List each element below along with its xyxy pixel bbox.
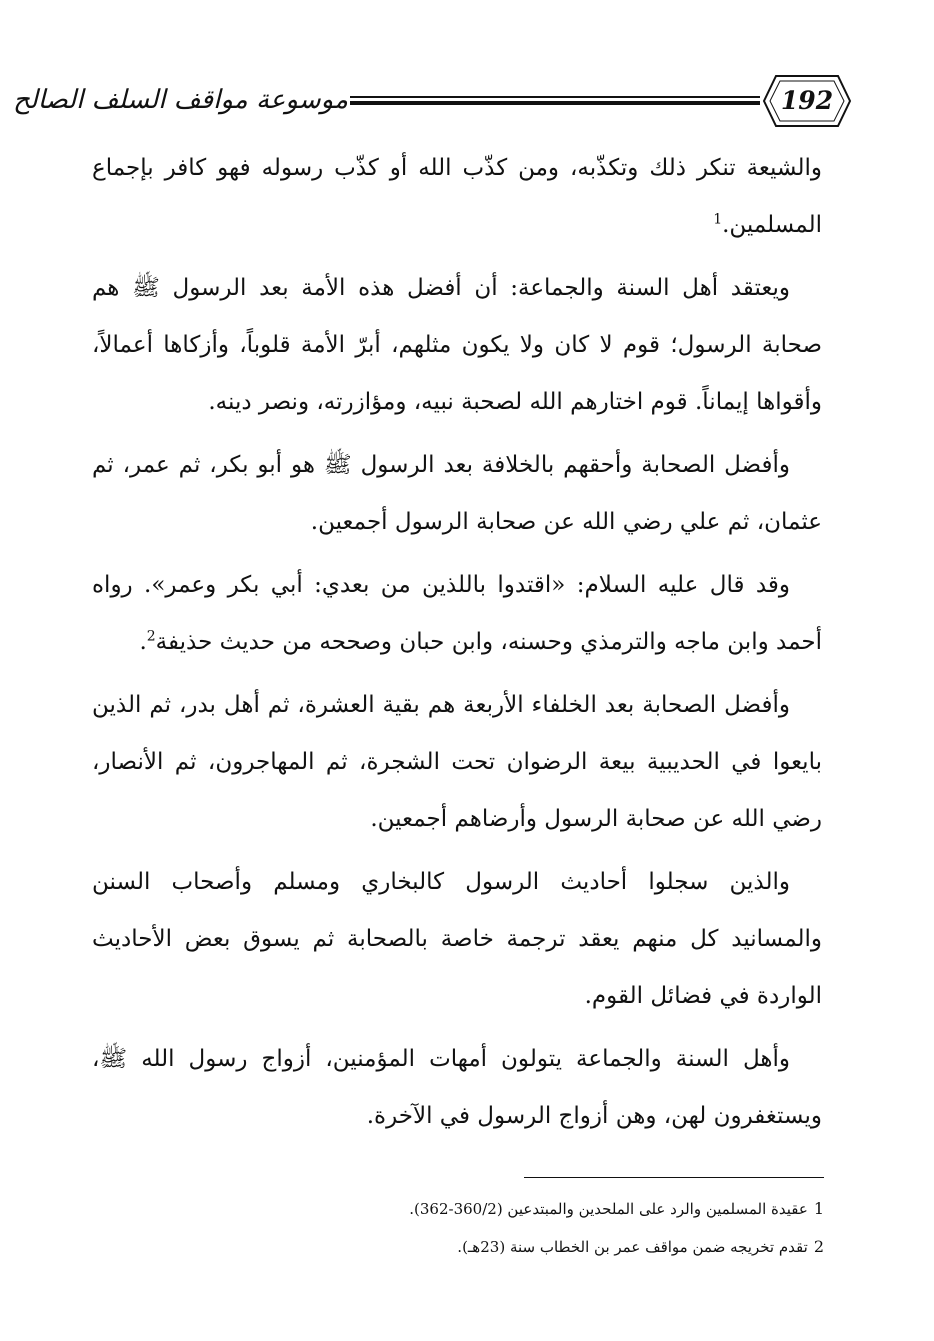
footnotes [300, 1190, 824, 1266]
page-number-badge [762, 72, 852, 130]
paragraph [92, 260, 822, 431]
paragraph: وقد قال عليه السلام: «اقتدوا باللذين من بعدي: أبي بكر وعمر». رواه أحمد وابن ماجه والترمذي وحسنه، وابن حبان وصححه من حديث حذيفة$^2$. [92, 572, 822, 655]
footnote-number: 2 [813, 1237, 824, 1256]
paragraph [92, 854, 822, 1025]
page-number: 192 [780, 86, 834, 115]
main-text [92, 140, 822, 1145]
paragraph-text: وأفضل الصحابة وأحقهم بالخلافة بعد الرسول ﷺ هو أبو بكر، ثم عمر، ثم عثمان، ثم علي رضي الله عن صحابة الرسول أجمعين. [92, 452, 822, 535]
paragraph-text: وقد قال عليه السلام: «اقتدوا باللذين من بعدي: أبي بكر وعمر». رواه أحمد وابن ماجه والترمذي وحسنه، وابن حبان وصححه من حديث حذيفة [92, 572, 822, 655]
footnote-ref[interactable]: 2 [146, 628, 156, 645]
paragraph-text: ويعتقد أهل السنة والجماعة: أن أفضل هذه الأمة بعد الرسول ﷺ هم صحابة الرسول؛ قوم لا كان ولا يكون مثلهم، أبرّ الأمة قلوباً، وأزكاها أعمالاً، وأقواها إيماناً. قوم اختارهم الله لصحبة نبيه، ومؤازرته، ونصر دينه. [92, 275, 822, 415]
paragraph [92, 677, 822, 848]
running-header [13, 72, 848, 130]
footnote-separator [524, 1177, 824, 1178]
paragraph-text: والذين سجلوا أحاديث الرسول كالبخاري ومسلم وأصحاب السنن والمسانيد كل منهم يعقد ترجمة خاصة بالصحابة ثم يسوق بعض الأحاديث الواردة في فضائل القوم. [92, 869, 822, 1009]
book-title: موسوعة مواقف السلف الصالح [13, 85, 348, 115]
paragraph [92, 1031, 822, 1145]
paragraph [92, 437, 822, 551]
paragraph-text: وأفضل الصحابة بعد الخلفاء الأربعة هم بقية العشرة، ثم أهل بدر، ثم الذين بايعوا في الحديبية بيعة الرضوان تحت الشجرة، ثم المهاجرون، ثم الأنصار، رضي الله عن صحابة الرسول وأرضاهم أجمعين. [92, 692, 822, 832]
footnote [300, 1190, 824, 1228]
paragraph-text: وأهل السنة والجماعة يتولون أمهات المؤمنين، أزواج رسول الله ﷺ، ويستغفرون لهن، وهن أزواج الرسول في الآخرة. [92, 1046, 822, 1129]
footnote-ref[interactable]: 1 [713, 211, 723, 228]
header-rule [350, 96, 760, 106]
footnote-text: تقدم تخريجه ضمن مواقف عمر بن الخطاب سنة (23هـ). [457, 1238, 808, 1256]
paragraph-text: والشيعة تنكر ذلك وتكذّبه، ومن كذّب الله أو كذّب رسوله فهو كافر بإجماع المسلمين. [92, 155, 822, 238]
paragraph [92, 140, 822, 254]
footnote-number: 1 [813, 1199, 824, 1218]
footnote-text: عقيدة المسلمين والرد على الملحدين والمبتدعين (360/2-362). [409, 1200, 808, 1218]
footnote [300, 1228, 824, 1266]
